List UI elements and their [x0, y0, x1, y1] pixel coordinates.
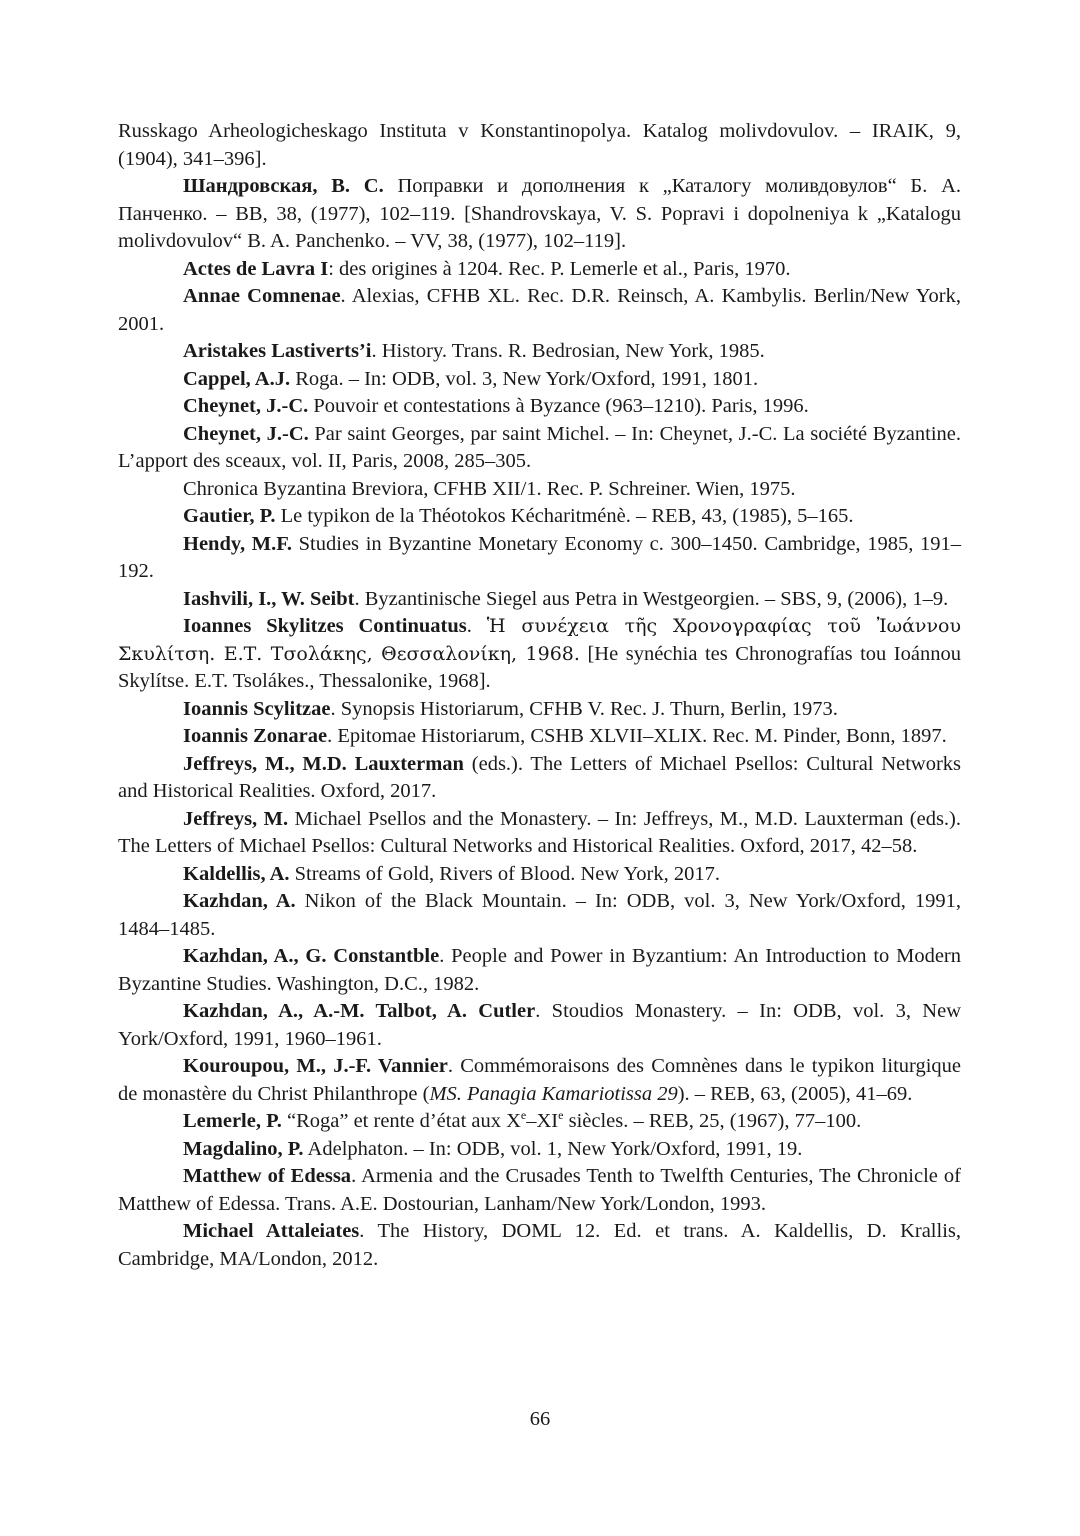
bibliography-entry — [118, 1218, 961, 1273]
entry-text: –XI — [526, 1110, 559, 1132]
bibliography-entry — [118, 421, 961, 476]
bibliography-entry — [118, 943, 961, 998]
bibliography-entry — [118, 1108, 961, 1136]
entry-text: Roga. – In: ODB, vol. 3, New York/Oxford, 1991, 1801. — [290, 367, 759, 390]
entry-author: Шандровская, В. С. — [183, 175, 384, 197]
bibliography-entry — [118, 1053, 961, 1108]
entry-text: . Stoudios Monastery. – In: ODB, vol. 3, New York/Oxford, 1991, 1960–1961. — [118, 1000, 962, 1050]
entry-author: Actes de Lavra I — [183, 257, 329, 280]
entry-author: Kaldellis, A. — [183, 862, 290, 885]
entry-text: . The History, DOML 12. Ed. et trans. A. Kaldellis, D. Krallis, Cambridge, MA/London, 2012. — [118, 1220, 962, 1270]
entry-text: . Armenia and the Crusades Tenth to Twelfth Centuries, The Chronicle of Matthew of Edessa. Trans. A.E. Dostourian, Lanham/New York/London, 1993. — [118, 1165, 961, 1215]
bibliography-entry — [118, 173, 961, 256]
entry-text: Par saint Georges, par saint Michel. – In: Cheynet, J.-C. La société Byzantine. L’apport des sceaux, vol. II, Paris, 2008, 285–305. — [118, 422, 962, 472]
bibliography-entry — [118, 531, 961, 586]
bibliography-entry — [118, 696, 961, 724]
bibliography-entry — [118, 476, 961, 504]
entry-text: Adelphaton. – In: ODB, vol. 1, New York/Oxford, 1991, 19. — [303, 1137, 803, 1160]
entry-text: Chronica Byzantina Breviora, CFHB XII/1. Rec. P. Schreiner. Wien, 1975. — [183, 477, 796, 500]
entry-author: Jeffreys, M., M.D. Lauxterman — [183, 752, 464, 775]
bibliography-entry — [118, 503, 961, 531]
entry-text: (eds.). The Letters of Michael Psellos: Cultural Networks and Historical Realities. Oxford, 2017. — [118, 752, 962, 802]
entry-author: Gautier, P. — [183, 505, 276, 527]
entry-superscript: e — [558, 1108, 564, 1123]
entry-author: Aristakes Lastiverts’i — [183, 340, 372, 362]
entry-text: “Roga” et rente d’état aux X — [281, 1110, 521, 1132]
entry-author: Matthew of Edessa — [183, 1165, 352, 1187]
entry-list — [118, 173, 961, 1273]
entry-italic: MS. Panagia Kamariotissa 29 — [429, 1082, 678, 1105]
entry-text: Поправки и дополнения к „Каталогу моливдовулов“ Б. А. Панченко. – ВВ, 38, (1977), 102–119. [Shandrovskaya, V. S. Popravi i dopolneniya k „Katalogu molivdovulov“ B. A. Panchenko. – VV, 38, (1977), 102–119]. — [118, 175, 962, 252]
entry-text: . Commémoraisons des Comnènes dans le typikon liturgique de monastère du Christ Philanthrope ( — [118, 1055, 962, 1105]
bibliography-entry — [118, 366, 961, 394]
entry-text: Pouvoir et contestations à Byzance (963–1210). Paris, 1996. — [308, 395, 809, 417]
entry-author: Hendy, M.F. — [183, 532, 292, 555]
bibliography-entry — [118, 751, 961, 806]
entry-superscript: e — [520, 1108, 527, 1123]
bibliography-entry — [118, 888, 961, 943]
entry-text: . Alexias, CFHB XL. Rec. D.R. Reinsch, A. Kambylis. Berlin/New York, 2001. — [118, 285, 961, 335]
entry-text: . Byzantinische Siegel aus Petra in Westgeorgien. – SBS, 9, (2006), 1–9. — [354, 587, 949, 610]
entry-text: . History. Trans. R. Bedrosian, New York, 1985. — [371, 340, 765, 362]
entry-author: Jeffreys, M. — [183, 807, 289, 830]
bibliography-entry — [118, 256, 961, 284]
bibliography-entry — [118, 1136, 961, 1164]
bibliography-entry — [118, 586, 961, 614]
entry-greek-title: Ἡ συνέχεια τῆς Χρονογραφίας τοῦ Ἰωάννου Σκυλίτση. Ε.Τ. Τσολάκης, Θεσσαλονίκη, 1968. — [118, 615, 962, 665]
entry-text: [He synéchia tes Chronografías tou Ioánnou Skylítse. E.T. Tsolákes., Thessalonike, 1968]. — [118, 642, 961, 692]
entry-author: Annae Comnenae — [183, 285, 341, 307]
entry-author: Cheynet, J.-C. — [183, 422, 309, 445]
bibliography-entry — [118, 338, 961, 366]
entry-author: Iashvili, I., W. Seibt — [183, 587, 355, 610]
bibliography-entry — [118, 998, 961, 1053]
entry-author: Kazhdan, A. — [183, 890, 296, 912]
bibliography-entry — [118, 861, 961, 889]
entry-text: ). – REB, 63, (2005), 41–69. — [677, 1082, 913, 1105]
page-number: 66 — [529, 1408, 551, 1430]
bibliography-entry — [118, 613, 961, 696]
entry-author: Ioannis Zonarae — [183, 725, 328, 747]
entry-text: Michael Psellos and the Monastery. – In: Jeffreys, M., M.D. Lauxterman (eds.). The Letters of Michael Psellos: Cultural Networks and Historical Realities. Oxford, 2017, 42–58. — [118, 807, 961, 857]
entry-text: . Synopsis Historiarum, CFHB V. Rec. J. Thurn, Berlin, 1973. — [330, 697, 838, 720]
entry-author: Cappel, A.J. — [183, 367, 291, 390]
bibliography-entry — [118, 806, 961, 861]
bibliography — [118, 118, 961, 1273]
bibliography-entry — [118, 283, 961, 338]
continuation-text: Russkago Arheologicheskago Instituta v Konstantinopolya. Katalog molivdovulov. – IRAIK, 9, (1904), 341–396]. — [118, 120, 961, 170]
entry-author: Michael Attaleiates — [183, 1220, 360, 1242]
entry-text: . People and Power in Byzantium: An Introduction to Modern Byzantine Studies. Washington, D.C., 1982. — [118, 945, 961, 995]
entry-text: : des origines à 1204. Rec. P. Lemerle et al., Paris, 1970. — [328, 257, 791, 280]
entry-text: Streams of Gold, Rivers of Blood. New York, 2017. — [289, 862, 721, 885]
entry-author: Lemerle, P. — [183, 1110, 282, 1132]
entry-text: Le typikon de la Théotokos Kécharitménè. – REB, 43, (1985), 5–165. — [275, 505, 854, 527]
entry-text: . Epitomae Historiarum, CSHB XLVII–XLIX. Rec. M. Pinder, Bonn, 1897. — [327, 725, 947, 747]
entry-text: . — [466, 615, 487, 637]
entry-text: Nikon of the Black Mountain. – In: ODB, vol. 3, New York/Oxford, 1991, 1484–1485. — [118, 890, 961, 940]
bibliography-entry — [118, 723, 961, 751]
bibliography-entry — [118, 1163, 961, 1218]
entry-author: Ioannes Skylitzes Continuatus — [183, 615, 467, 637]
entry-author: Kazhdan, A., G. Constantble — [183, 945, 440, 967]
entry-author: Cheynet, J.-C. — [183, 395, 309, 417]
entry-author: Kouroupou, M., J.-F. Vannier — [183, 1055, 448, 1077]
entry-author: Kazhdan, A., A.-M. Talbot, A. Cutler — [183, 1000, 536, 1022]
entry-author: Magdalino, P. — [183, 1137, 304, 1160]
entry-author: Ioannis Scylitzae — [183, 697, 331, 720]
bibliography-entry — [118, 393, 961, 421]
entry-text: siècles. – REB, 25, (1967), 77–100. — [563, 1110, 862, 1132]
entry-text: Studies in Byzantine Monetary Economy c. 300–1450. Cambridge, 1985, 191–192. — [118, 532, 961, 582]
